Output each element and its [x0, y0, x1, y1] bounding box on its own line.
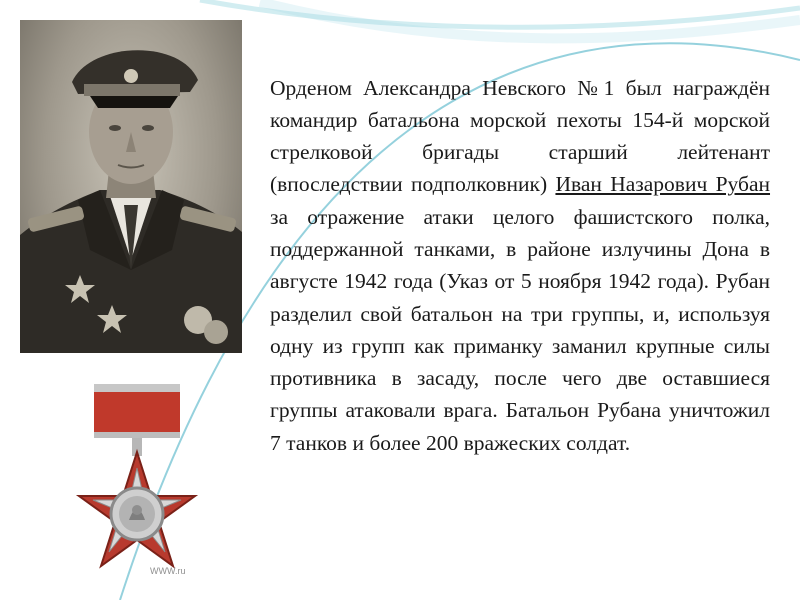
medal-illustration [72, 382, 202, 582]
main-paragraph [270, 72, 770, 460]
paragraph-text-before: Орденом Александра Невского №1 был награждён командир батальона морской пехоты 154-й морской стрелковой бригады старший лейтенант (впоследствии подполковник) [270, 75, 770, 197]
order-medal [72, 382, 202, 582]
name-link[interactable]: Иван Назарович Рубан [555, 172, 771, 197]
watermark-text: WWW.ru [150, 566, 186, 576]
paragraph-text-after: за отражение атаки целого фашистского полка, поддержанной танками, в районе излучины Дона в августе 1942 года (Указ от 5 ноября 1942 года). Рубан разделил свой батальон на три группы, и, используя одну из групп как приманку заманил крупные силы противника в засаду, после чего две оставшиеся группы атаковали врага. Батальон Рубана уничтожил 7 танков и более 200 вражеских солдат. [270, 204, 770, 455]
officer-portrait [20, 20, 242, 353]
portrait-illustration [20, 20, 242, 353]
